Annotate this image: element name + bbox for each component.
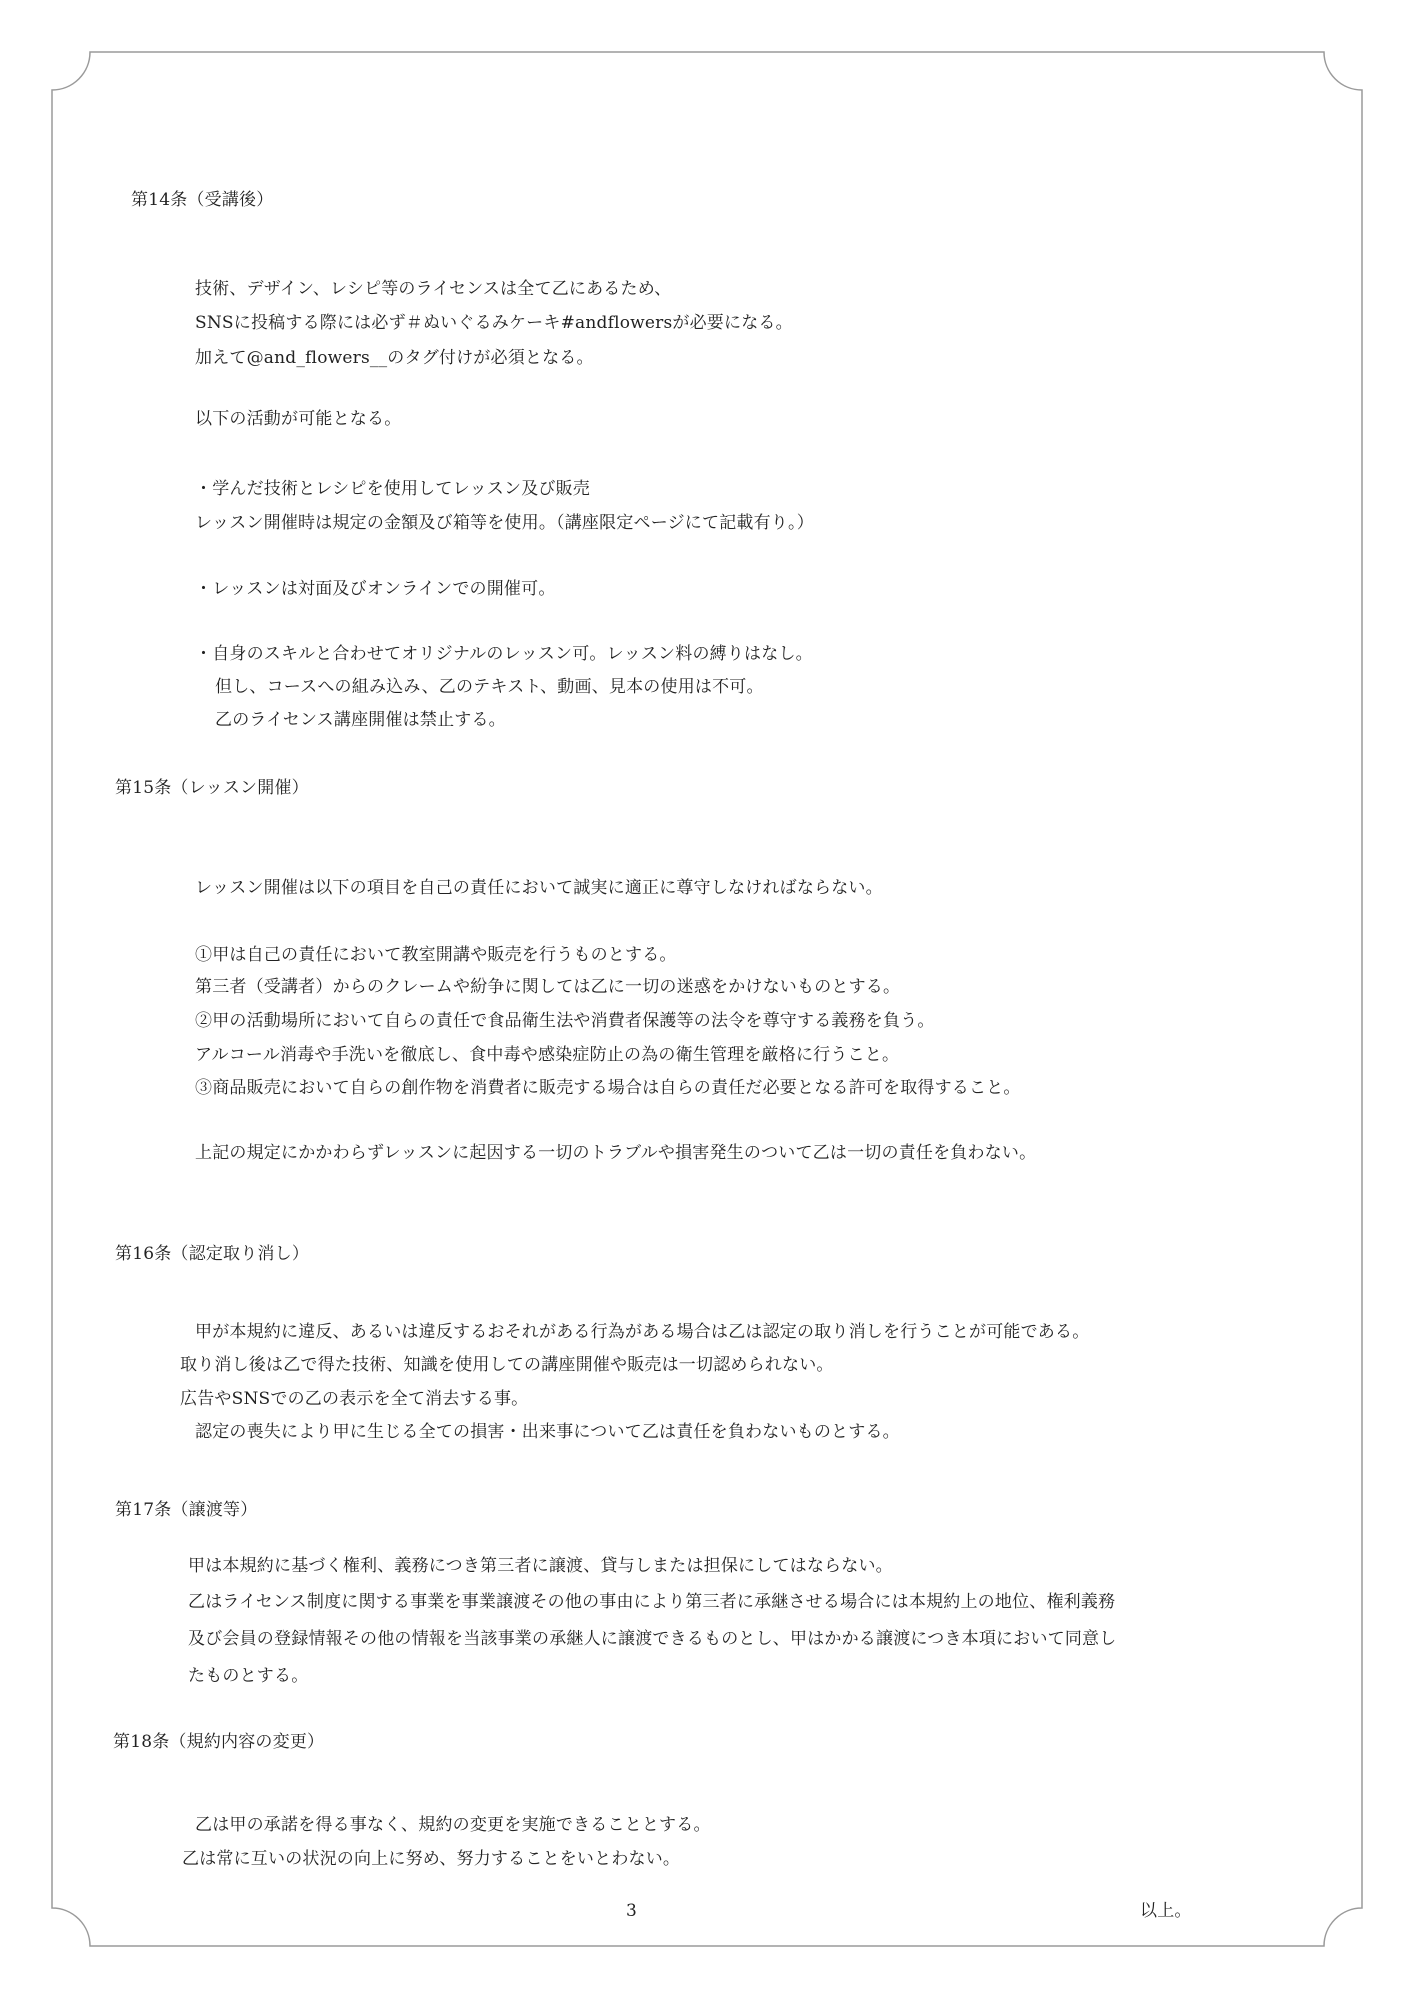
article-16-line: 認定の喪失により甲に生じる全ての損害・出来事について乙は責任を負わないものとする。	[195, 1422, 900, 1442]
article-14-line: 以下の活動が可能となる。	[195, 409, 402, 429]
article-14-line: SNSに投稿する際には必ず＃ぬいぐるみケーキ#andflowersが必要になる。	[195, 313, 793, 333]
article-16-line: 取り消し後は乙で得た技術、知識を使用しての講座開催や販売は一切認められない。	[180, 1355, 834, 1375]
article-15-heading: 第15条（レッスン開催）	[115, 778, 309, 798]
article-15-line: アルコール消毒や手洗いを徹底し、食中毒や感染症防止の為の衛生管理を厳格に行うこと。	[195, 1045, 900, 1065]
article-14-line: 但し、コースへの組み込み、乙のテキスト、動画、見本の使用は不可。	[215, 677, 764, 697]
article-18-line: 乙は甲の承諾を得る事なく、規約の変更を実施できることとする。	[195, 1815, 711, 1835]
article-18-line: 乙は常に互いの状況の向上に努め、努力することをいとわない。	[182, 1849, 681, 1869]
article-16-heading: 第16条（認定取り消し）	[115, 1244, 310, 1264]
article-15-line: 上記の規定にかかわらずレッスンに起因する一切のトラブルや損害発生のついて乙は一切の責任を負わない。	[195, 1143, 1037, 1163]
article-14-heading: 第14条（受講後）	[131, 190, 274, 210]
article-17-heading: 第17条（譲渡等）	[115, 1500, 258, 1520]
page-number: 3	[626, 1901, 638, 1921]
article-16-line: 広告やSNSでの乙の表示を全て消去する事。	[180, 1389, 529, 1409]
article-16-line: 甲が本規約に違反、あるいは違反するおそれがある行為がある場合は乙は認定の取り消しを行うことが可能である。	[195, 1322, 1090, 1342]
article-14-line: 乙のライセンス講座開催は禁止する。	[215, 710, 506, 730]
article-15-line: レッスン開催は以下の項目を自己の責任において誠実に適正に尊守しなければならない。	[195, 878, 883, 898]
article-14-line: 技術、デザイン、レシピ等のライセンスは全て乙にあるため、	[195, 279, 672, 299]
article-17-line: 及び会員の登録情報その他の情報を当該事業の承継人に譲渡できるものとし、甲はかかる譲渡につき本項において同意し	[188, 1629, 1117, 1649]
article-14-line: 加えて@and_flowers__のタグ付けが必須となる。	[195, 348, 594, 368]
article-15-line: ③商品販売において自らの創作物を消費者に販売する場合は自らの責任だ必要となる許可を取得すること。	[195, 1078, 1021, 1098]
article-17-line: たものとする。	[188, 1666, 309, 1686]
article-15-line: ①甲は自己の責任において教室開講や販売を行うものとする。	[195, 945, 677, 965]
article-14-line: レッスン開催時は規定の金額及び箱等を使用。（講座限定ページにて記載有り。）	[195, 513, 814, 533]
article-18-heading: 第18条（規約内容の変更）	[113, 1732, 325, 1752]
article-17-line: 乙はライセンス制度に関する事業を事業譲渡その他の事由により第三者に承継させる場合には本規約上の地位、権利義務	[188, 1592, 1116, 1612]
closing-text: 以上。	[1140, 1901, 1192, 1921]
article-15-line: 第三者（受講者）からのクレームや紛争に関しては乙に一切の迷惑をかけないものとする。	[195, 977, 901, 997]
article-14-line: ・自身のスキルと合わせてオリジナルのレッスン可。レッスン料の縛りはなし。	[195, 644, 813, 664]
article-15-line: ②甲の活動場所において自らの責任で食品衛生法や消費者保護等の法令を尊守する義務を負う。	[195, 1011, 935, 1031]
article-17-line: 甲は本規約に基づく権利、義務につき第三者に譲渡、貸与しまたは担保にしてはならない。	[188, 1556, 893, 1576]
article-14-line: ・学んだ技術とレシピを使用してレッスン及び販売	[195, 479, 591, 499]
article-14-line: ・レッスンは対面及びオンラインでの開催可。	[195, 579, 556, 599]
